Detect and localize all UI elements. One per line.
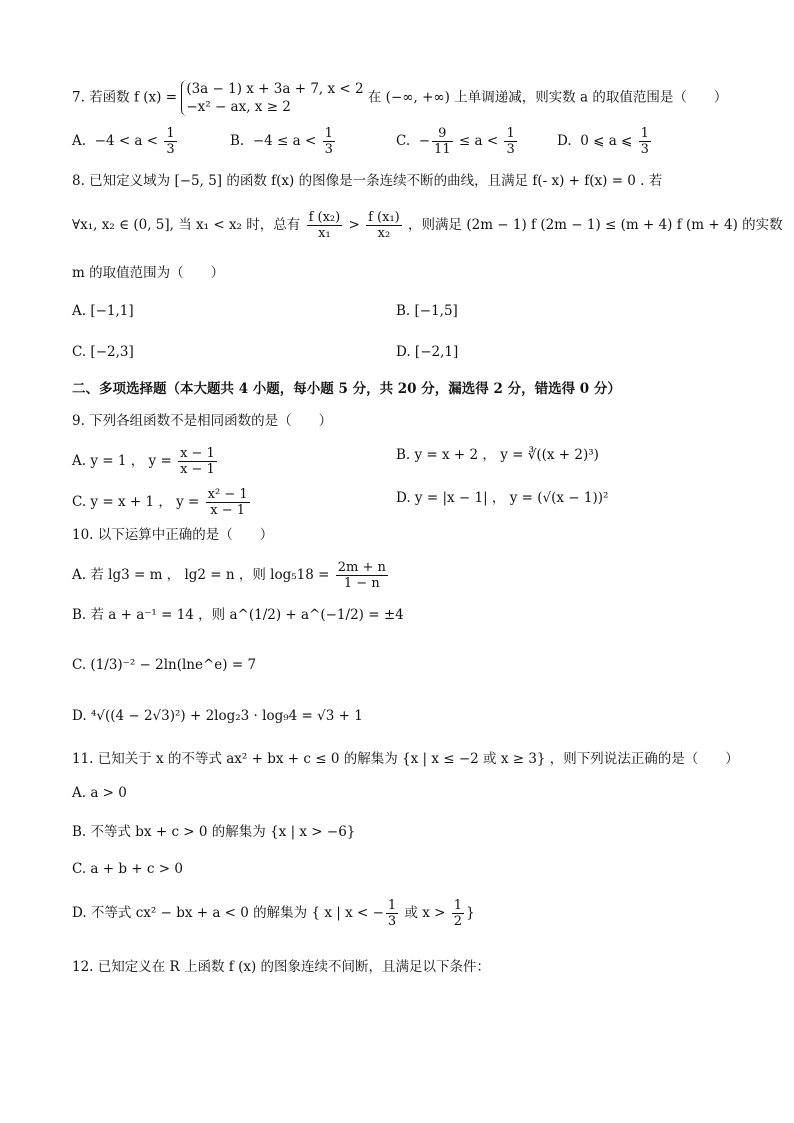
q9-option-d: D. y = |x − 1| ， y = (√(x − 1))²: [396, 490, 609, 506]
q7-stem: 7. 若函数 f (x) = (3a − 1) x + 3a + 7, x < 2 −x² − ax, x ≥ 2 在 (−∞, +∞) 上单调递减，则实数 a 的取值范围是（ ）: [72, 81, 728, 115]
q8-option-b: B. [−1,5]: [396, 303, 458, 319]
q9-option-c: C. y = x + 1 ， y = $\frac{\text{x² − 1}}{x - 1}$: [72, 487, 248, 518]
q9-option-a: A. y = 1 ， y = $\frac{x - 1}{x - 1}$: [72, 446, 215, 477]
q11-stem: 11. 已知关于 x 的不等式 ax² + bx + c ≤ 0 的解集为 {x | x ≤ −2 或 x ≥ 3} ，则下列说法正确的是（ ）: [72, 751, 739, 767]
q7-option-d: D. 0 ⩽ a ⩽ $\frac{1}{3}$: [557, 126, 649, 157]
q11-option-a: A. a > 0: [72, 785, 127, 801]
q10-option-c: C. (1/3)⁻² − 2ln(lne^e) = 7: [72, 657, 257, 673]
q10-option-b: B. 若 a + a⁻¹ = 14 ，则 a^(1/2) + a^(−1/2) = ±4: [72, 607, 404, 623]
section-heading: 二、多项选择题（本大题共 4 小题，每小题 5 分，共 20 分，漏选得 2 分，错选得 0 分）: [72, 381, 621, 397]
q8-line1: 8. 已知定义域为 [−5, 5] 的函数 f(x) 的图像是一条连续不断的曲线，且满足 f(- x) + f(x) = 0 . 若: [72, 173, 663, 189]
q8-option-c: C. [−2,3]: [72, 344, 134, 360]
q12-stem: 12. 已知定义在 R 上函数 f (x) 的图象连续不间断，且满足以下条件：: [72, 959, 491, 975]
q8-option-d: D. [−2,1]: [396, 344, 459, 360]
q10-option-a: A. 若 lg3 = m ， lg2 = n ，则 log₅18 = $\frac{2m + n}{1 - n}$: [72, 560, 386, 591]
q8-option-a: A. [−1,1]: [72, 303, 134, 319]
q11-option-d: D. 不等式 cx² − bx + a < 0 的解集为 { x | x < − $\frac{1}{3}$ 或 x > $\frac{1}{2}$ }: [72, 898, 475, 929]
q10-option-d: D. ⁴√((4 − 2√3)²) + 2log₂3 · log₉4 = √3 + 1: [72, 708, 363, 724]
q9-option-b: B. y = x + 2 ， y = ∛((x + 2)³): [396, 447, 599, 463]
q8-line3: m 的取值范围为（ ）: [72, 265, 225, 281]
q11-option-c: C. a + b + c > 0: [72, 861, 183, 877]
q7-option-c: C. − $\frac{9}{11}$ ≤ a < $\frac{1}{3}$: [396, 126, 515, 157]
q11-option-b: B. 不等式 bx + c > 0 的解集为 {x | x > −6}: [72, 824, 356, 840]
q7-option-a: A. −4 < a < $\frac{1}{3}$: [72, 126, 175, 157]
q7-piecewise: (3a − 1) x + 3a + 7, x < 2 −x² − ax, x ≥ 2: [181, 80, 363, 116]
q9-stem: 9. 下列各组函数不是相同函数的是（ ）: [72, 413, 333, 429]
q8-line2: ∀x₁, x₂ ∈ (0, 5], 当 x₁ < x₂ 时，总有 $\frac{\text{f (x₂)}}{\text{x₁}}$ > $\frac{\text{f (x₁)}}{\text{x₂}}$ ，则满足 (2m − 1) f (2m − 1) ≤ (m + 4) f (m + 4) 的实数: [72, 210, 783, 241]
q10-stem: 10. 以下运算中正确的是（ ）: [72, 527, 274, 543]
q7-option-b: B. −4 ≤ a < $\frac{1}{3}$: [230, 126, 333, 157]
